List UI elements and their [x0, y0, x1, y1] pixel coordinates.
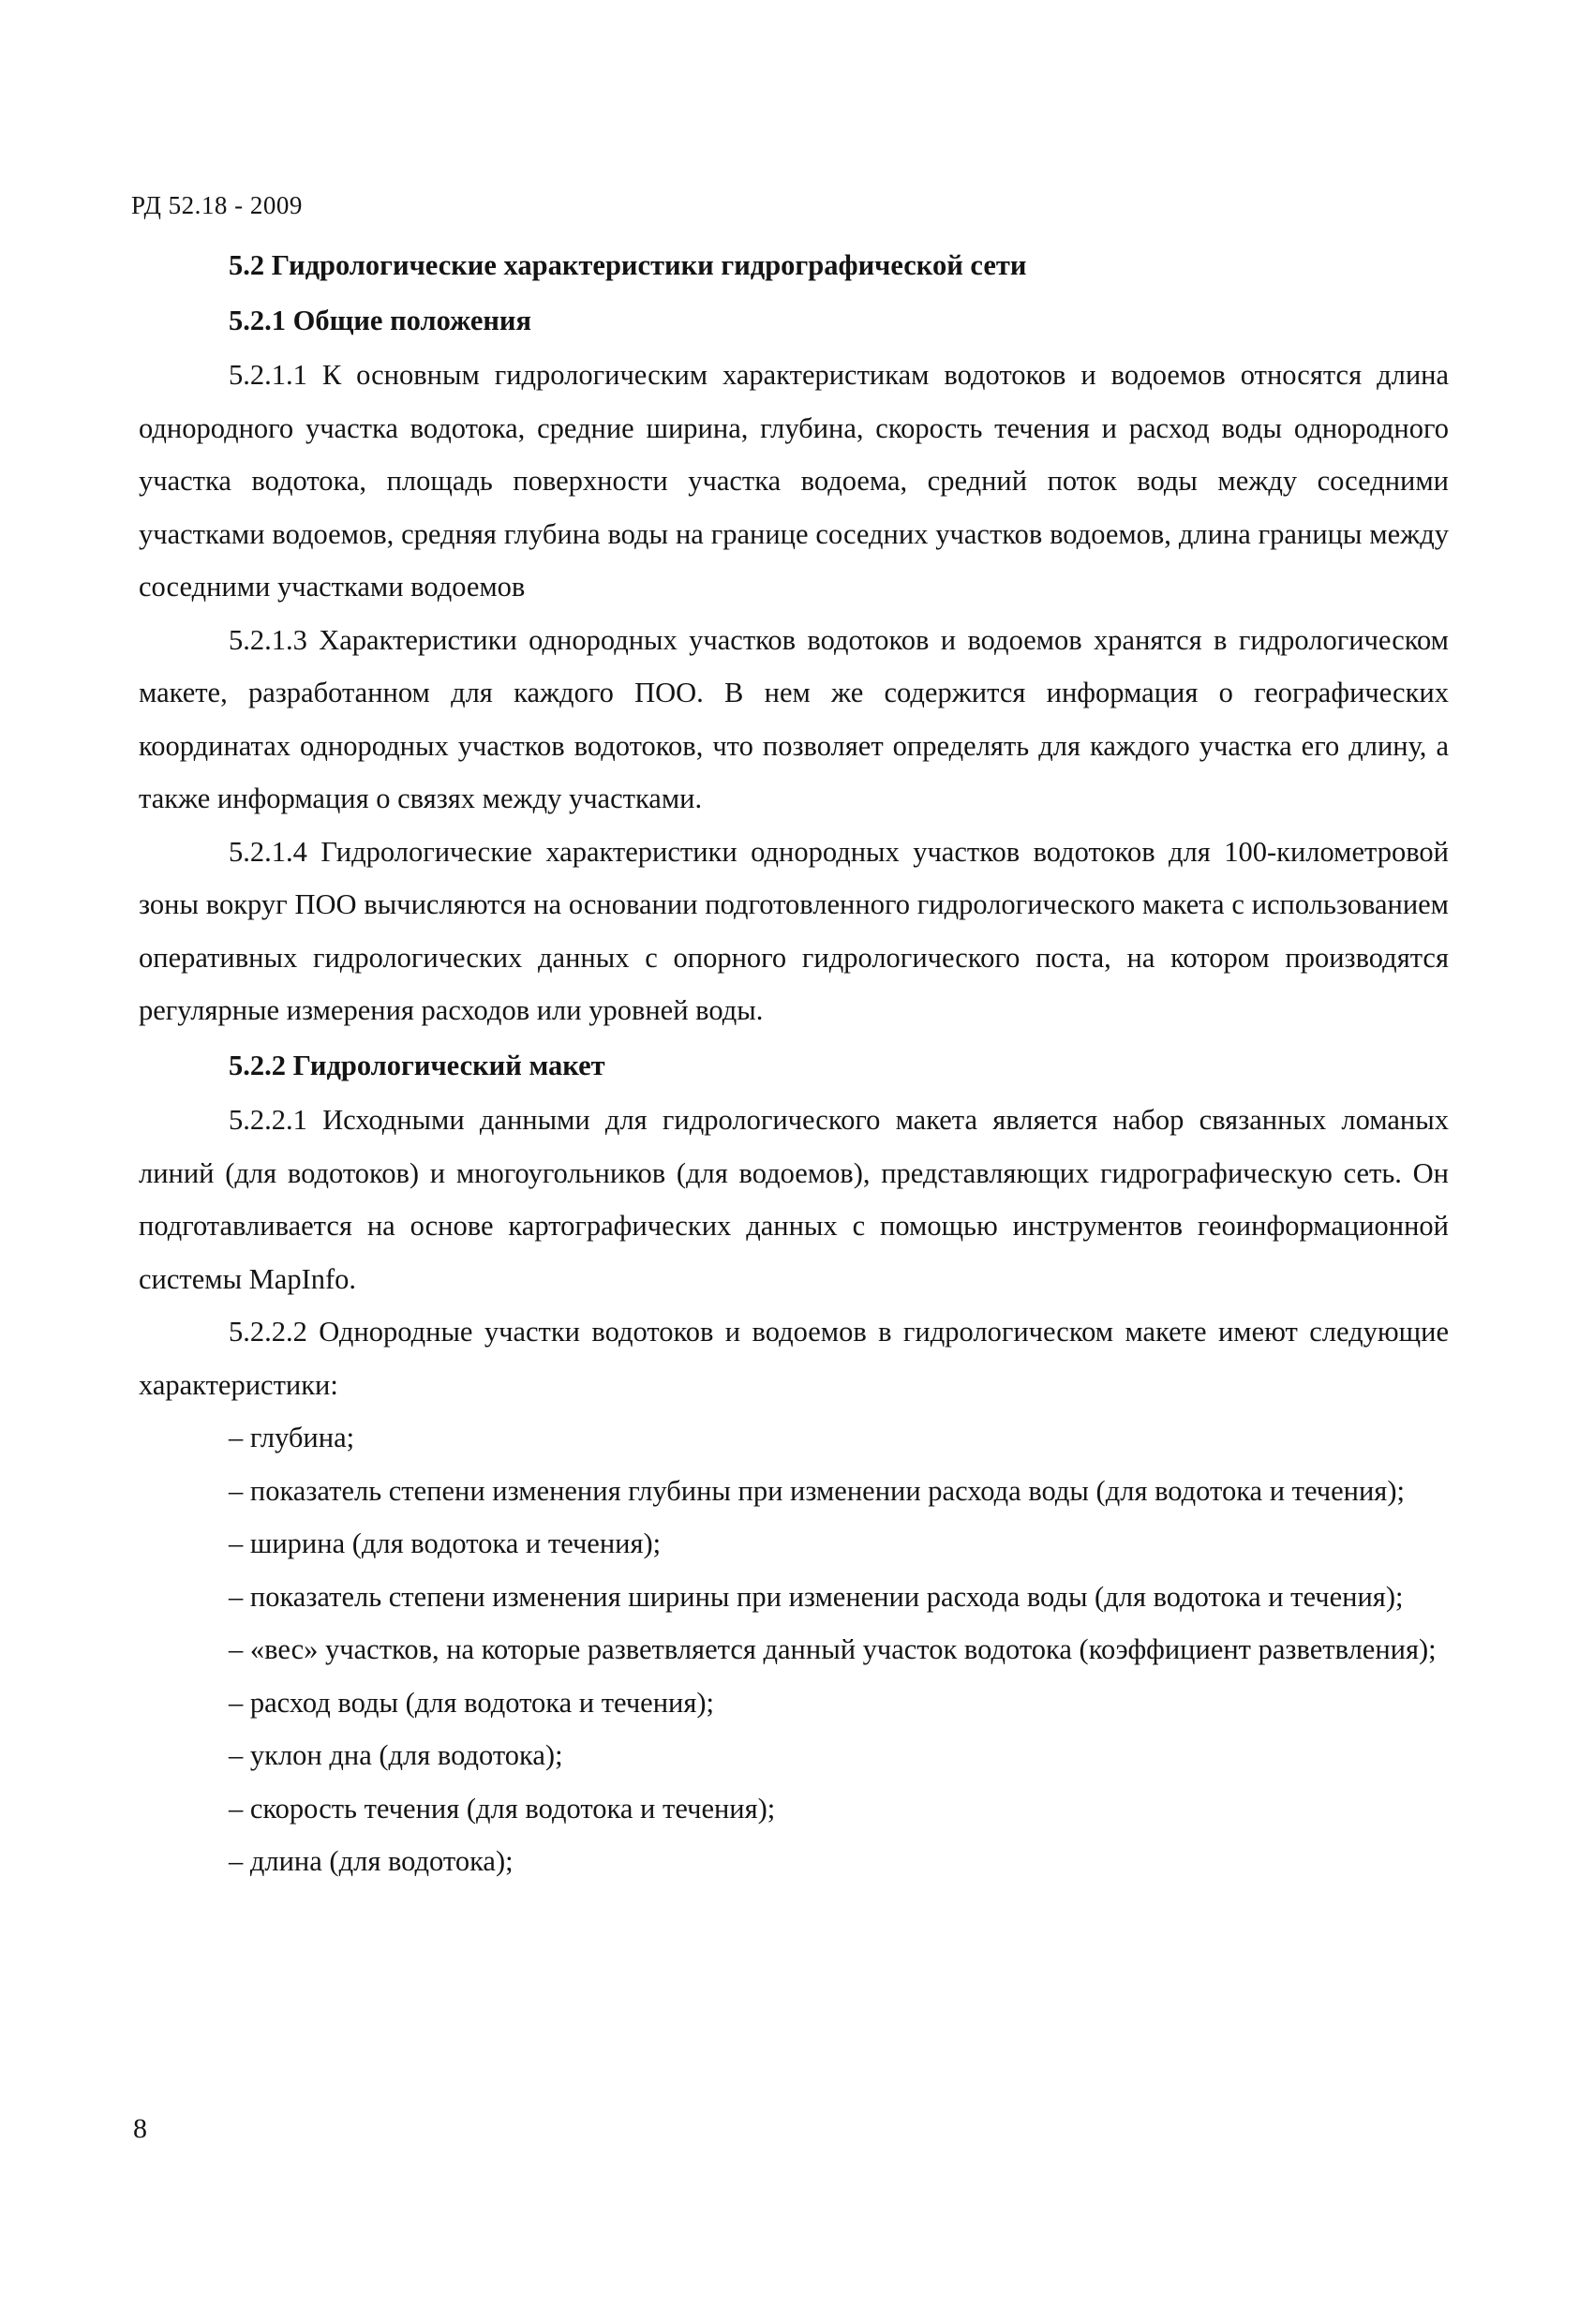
paragraph-5-2-1-1: 5.2.1.1 К основным гидрологическим характеристикам водотоков и водоемов относятся длина однородного участка водотока, средние ширина, глубина, скорость течения и расход воды однородного участка водотока, площадь поверхности участка водоема, средний поток воды между соседними участками водоемов, средняя глубина воды на границе соседних участков водоемов, длина границы между соседними участками водоемов	[139, 359, 1449, 603]
list-item: – глубина;	[229, 1422, 355, 1453]
list-item: – длина (для водотока);	[229, 1845, 514, 1877]
paragraph-5-2-2-2: 5.2.2.2 Однородные участки водотоков и водоемов в гидрологическом макете имеют следующие характеристики:	[139, 1316, 1449, 1401]
document-body	[139, 237, 1449, 1888]
page-number: 8	[133, 2113, 147, 2144]
list-item: – показатель степени изменения глубины при изменении расхода воды (для водотока и течения);	[229, 1474, 1405, 1507]
section-heading-5-2: 5.2 Гидрологические характеристики гидрографической сети	[229, 249, 1027, 281]
list-item: – уклон дна (для водотока);	[229, 1739, 563, 1771]
list-item: – ширина (для водотока и течения);	[229, 1527, 662, 1559]
list-item: – «вес» участков, на которые разветвляется данный участок водотока (коэффициент разветвления);	[229, 1633, 1437, 1665]
list-item: – скорость течения (для водотока и течения);	[229, 1792, 776, 1825]
paragraph-5-2-1-3: 5.2.1.3 Характеристики однородных участков водотоков и водоемов хранятся в гидрологическом макете, разработанном для каждого ПОО. В нем же содержится информация о географических координатах однородных участков водотоков, что позволяет определять для каждого участка его длину, а также информация о связях между участками.	[139, 623, 1449, 814]
paragraph-5-2-1-4: 5.2.1.4 Гидрологические характеристики однородных участков водотоков для 100-километровой зоны вокруг ПОО вычисляются на основании подготовленного гидрологического макета с использованием оперативных гидрологических данных с опорного гидрологического поста, на котором производятся регулярные измерения расходов или уровней воды.	[139, 835, 1449, 1026]
paragraph-5-2-2-1: 5.2.2.1 Исходными данными для гидрологического макета является набор связанных ломаных линий (для водотоков) и многоугольников (для водоемов), представляющих гидрографическую сеть. Он подготавливается на основе картографических данных с помощью инструментов геоинформационной системы MapInfo.	[139, 1104, 1449, 1295]
list-item: – показатель степени изменения ширины при изменении расхода воды (для водотока и течения);	[229, 1580, 1404, 1613]
document-code: РД 52.18 - 2009	[131, 191, 303, 219]
subsection-heading-5-2-2: 5.2.2 Гидрологический макет	[229, 1049, 605, 1081]
list-item: – расход воды (для водотока и течения);	[229, 1686, 715, 1719]
subsection-heading-5-2-1: 5.2.1 Общие положения	[229, 304, 532, 336]
